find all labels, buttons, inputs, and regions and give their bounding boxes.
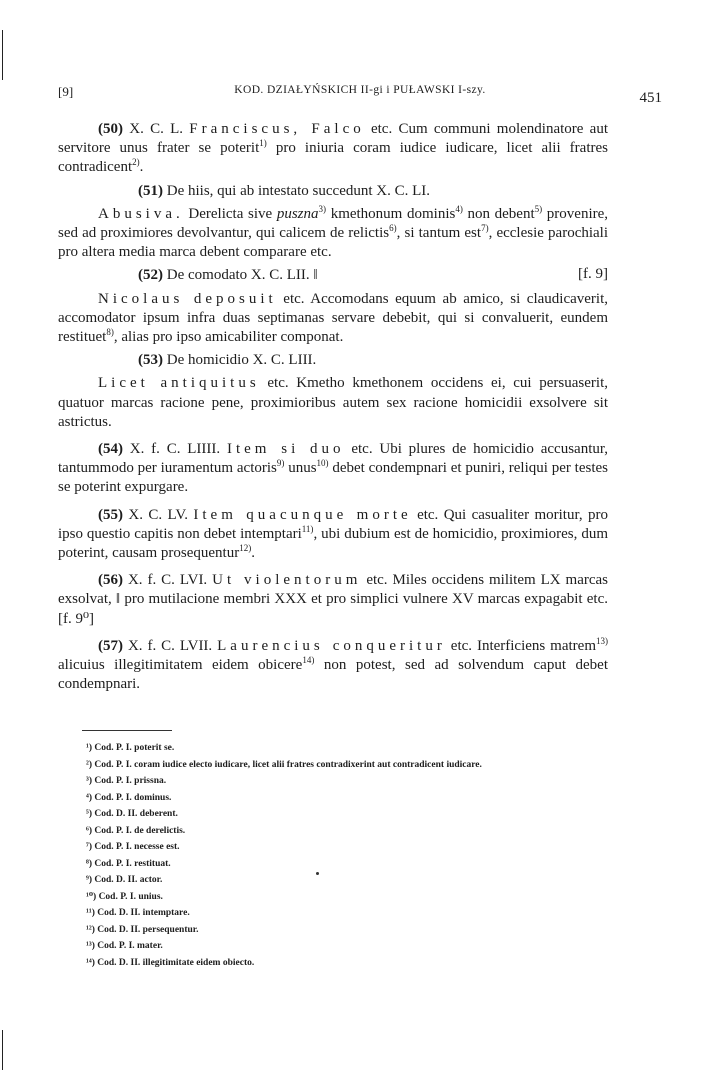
footnote-ref: 2): [132, 157, 140, 168]
footnote-ref: 13): [596, 635, 608, 646]
footnote: ¹²) Cod. D. II. persequentur.: [86, 924, 199, 935]
spaced-incipit: Franciscus, Falco: [189, 121, 365, 137]
paragraph-51: Abusiva. Derelicta sive puszna$^{3)}$ kmethonum dominis$^{4)}$ non debent$^{5)}$ provenire, sed ad proximiores devolvantur, qui calicem de relictis$^{6)}$, si tantum est$^{7)}$, ecclesie parochiali pro altera media marca debent comparare etc.: [58, 203, 609, 261]
section-number: (57): [98, 637, 123, 654]
folio-reference: [f. 9⁰]: [58, 610, 94, 627]
footnote: ¹¹) Cod. D. II. intemptare.: [86, 908, 190, 918]
scan-edge-line-bottom: [2, 1030, 3, 1070]
italic-term: puszna: [276, 205, 319, 222]
paragraph-52: Nicolaus deposuit etc. Accomodans equum ab amico, si claudicaverit, accomodator ipsum infra duas septimanas servare debebit, qui si convaluerit, eundem restituet$^{8)}$, alias pro ipso amicabiliter componat.: [58, 290, 609, 346]
footnote: ²) Cod. P. I. coram iudice electo iudicare, licet alii fratres contradixerint aut contradicent iudicare.: [86, 759, 482, 770]
footnote-ref: 12): [239, 543, 252, 554]
footnote: ⁷) Cod. P. I. necesse est.: [86, 842, 180, 852]
footnote-ref: 11): [301, 523, 314, 534]
heading-53: (53) De homicidio X. C. LIII.: [138, 352, 317, 369]
spaced-incipit: Nicolaus deposuit: [98, 290, 277, 307]
footnote: ³) Cod. P. I. prissna.: [86, 776, 167, 786]
footnotes: [58, 740, 618, 971]
heading-52-row: [58, 266, 608, 285]
folio-reference: [f. 9]: [578, 266, 608, 283]
section-number: (50): [98, 121, 123, 137]
page-number: 451: [639, 90, 662, 106]
running-title: KOD. DZIAŁYŃSKICH II-gi i PUŁAWSKI I-szy.: [234, 84, 486, 96]
footnote-ref: 7): [481, 223, 489, 234]
footnote-ref: 14): [302, 655, 315, 666]
footnote: ⁶) Cod. P. I. de derelictis.: [86, 825, 186, 836]
footnote: ⁹) Cod. D. II. actor.: [86, 875, 163, 885]
main-text: [58, 120, 608, 698]
heading-52: (52) De comodato X. C. LII. ‖: [138, 267, 318, 284]
footnote: ⁸) Cod. P. I. restituat.: [86, 858, 171, 869]
paragraph-56: (56) X. f. C. LVI. Ut violentorum etc. Miles occidens militem LX marcas exsolvat, ‖ pro mutilacione membri XXX et pro simplici vulnere XV marcas expagabit etc. [f. 9⁰]: [58, 572, 609, 627]
spaced-incipit: Abusiva.: [98, 205, 184, 222]
stray-dot: [316, 872, 319, 875]
paragraph-50: (50) X. C. L. Franciscus, Falco etc. Cum communi molendinatore aut servitore unus frater se poterit$^{1)}$ pro iniuria coram iudice iudicare, licet alii fratres contradicent$^{2)}$.: [58, 121, 609, 176]
spaced-incipit: Ut violentorum: [212, 572, 362, 589]
footnote: ⁴) Cod. P. I. dominus.: [86, 792, 172, 803]
footnote-rule: [82, 730, 172, 731]
paragraph-53: Licet antiquitus etc. Kmetho kmethonem occidens ei, cui persuaserit, quatuor marcas racione pene, proximioribus autem sex racione homicidii exsolvere sit astrictus.: [58, 375, 609, 430]
spaced-incipit: Item si duo: [226, 441, 345, 458]
footnote: ⁵) Cod. D. II. deberent.: [86, 809, 178, 819]
footnote-ref: 5): [534, 203, 543, 214]
footnote: ¹³) Cod. P. I. mater.: [86, 941, 163, 951]
spaced-incipit: Laurencius conqueritur: [217, 637, 446, 654]
footnote-ref: 1): [259, 138, 267, 149]
footnote-ref: 3): [318, 203, 327, 214]
footnote-ref: 8): [106, 327, 114, 338]
footnote: ¹) Cod. P. I. poterit se.: [86, 743, 175, 753]
paragraph-54: (54) X. f. C. LIIII. Item si duo etc. Ubi plures de homicidio accusantur, tantummodo per iuramentum actoris$^{9)}$ unus$^{10)}$ debet condempnari et puniri, reliqui per testes se poterint expurgare.: [58, 441, 609, 496]
paragraph-55: (55) X. C. LV. Item quacunque morte etc. Qui casualiter moritur, pro ipso questio capitis non debet intemptari$^{11)}$, ubi dubium est de homicidio, proximiores, dum poterint, causam prosequentur$^{12)}$.: [58, 506, 609, 562]
footnote: ¹⁰) Cod. P. I. unius.: [86, 891, 163, 902]
footnote-ref: 6): [389, 223, 397, 234]
running-header: [58, 84, 662, 106]
section-number: (54): [98, 441, 123, 458]
footnote-ref: 10): [316, 458, 329, 469]
heading-51: (51) De hiis, qui ab intestato succedunt X. C. LI.: [138, 182, 431, 199]
section-number: (55): [98, 506, 123, 523]
spaced-incipit: Licet antiquitus: [98, 375, 260, 392]
folio-mark: [9]: [58, 84, 74, 99]
footnote: ¹⁴) Cod. D. II. illegitimitate eidem obiecto.: [86, 957, 255, 968]
section-number: (56): [98, 572, 123, 589]
spaced-incipit: Item quacunque morte: [193, 506, 412, 523]
section-number: (52): [138, 267, 163, 284]
footnote-ref: 4): [455, 203, 463, 214]
paragraph-57: (57) X. f. C. LVII. Laurencius conqueritur etc. Interficiens matrem$^{13)}$ alicuius illegitimitatem eidem obicere$^{14)}$ non potest, sed ad solvendum caput debet condempnari.: [58, 635, 609, 693]
section-number: (53): [138, 352, 163, 369]
scan-edge-line-top: [2, 30, 3, 80]
footnote-ref: 9): [276, 458, 285, 469]
section-number: (51): [138, 182, 163, 199]
